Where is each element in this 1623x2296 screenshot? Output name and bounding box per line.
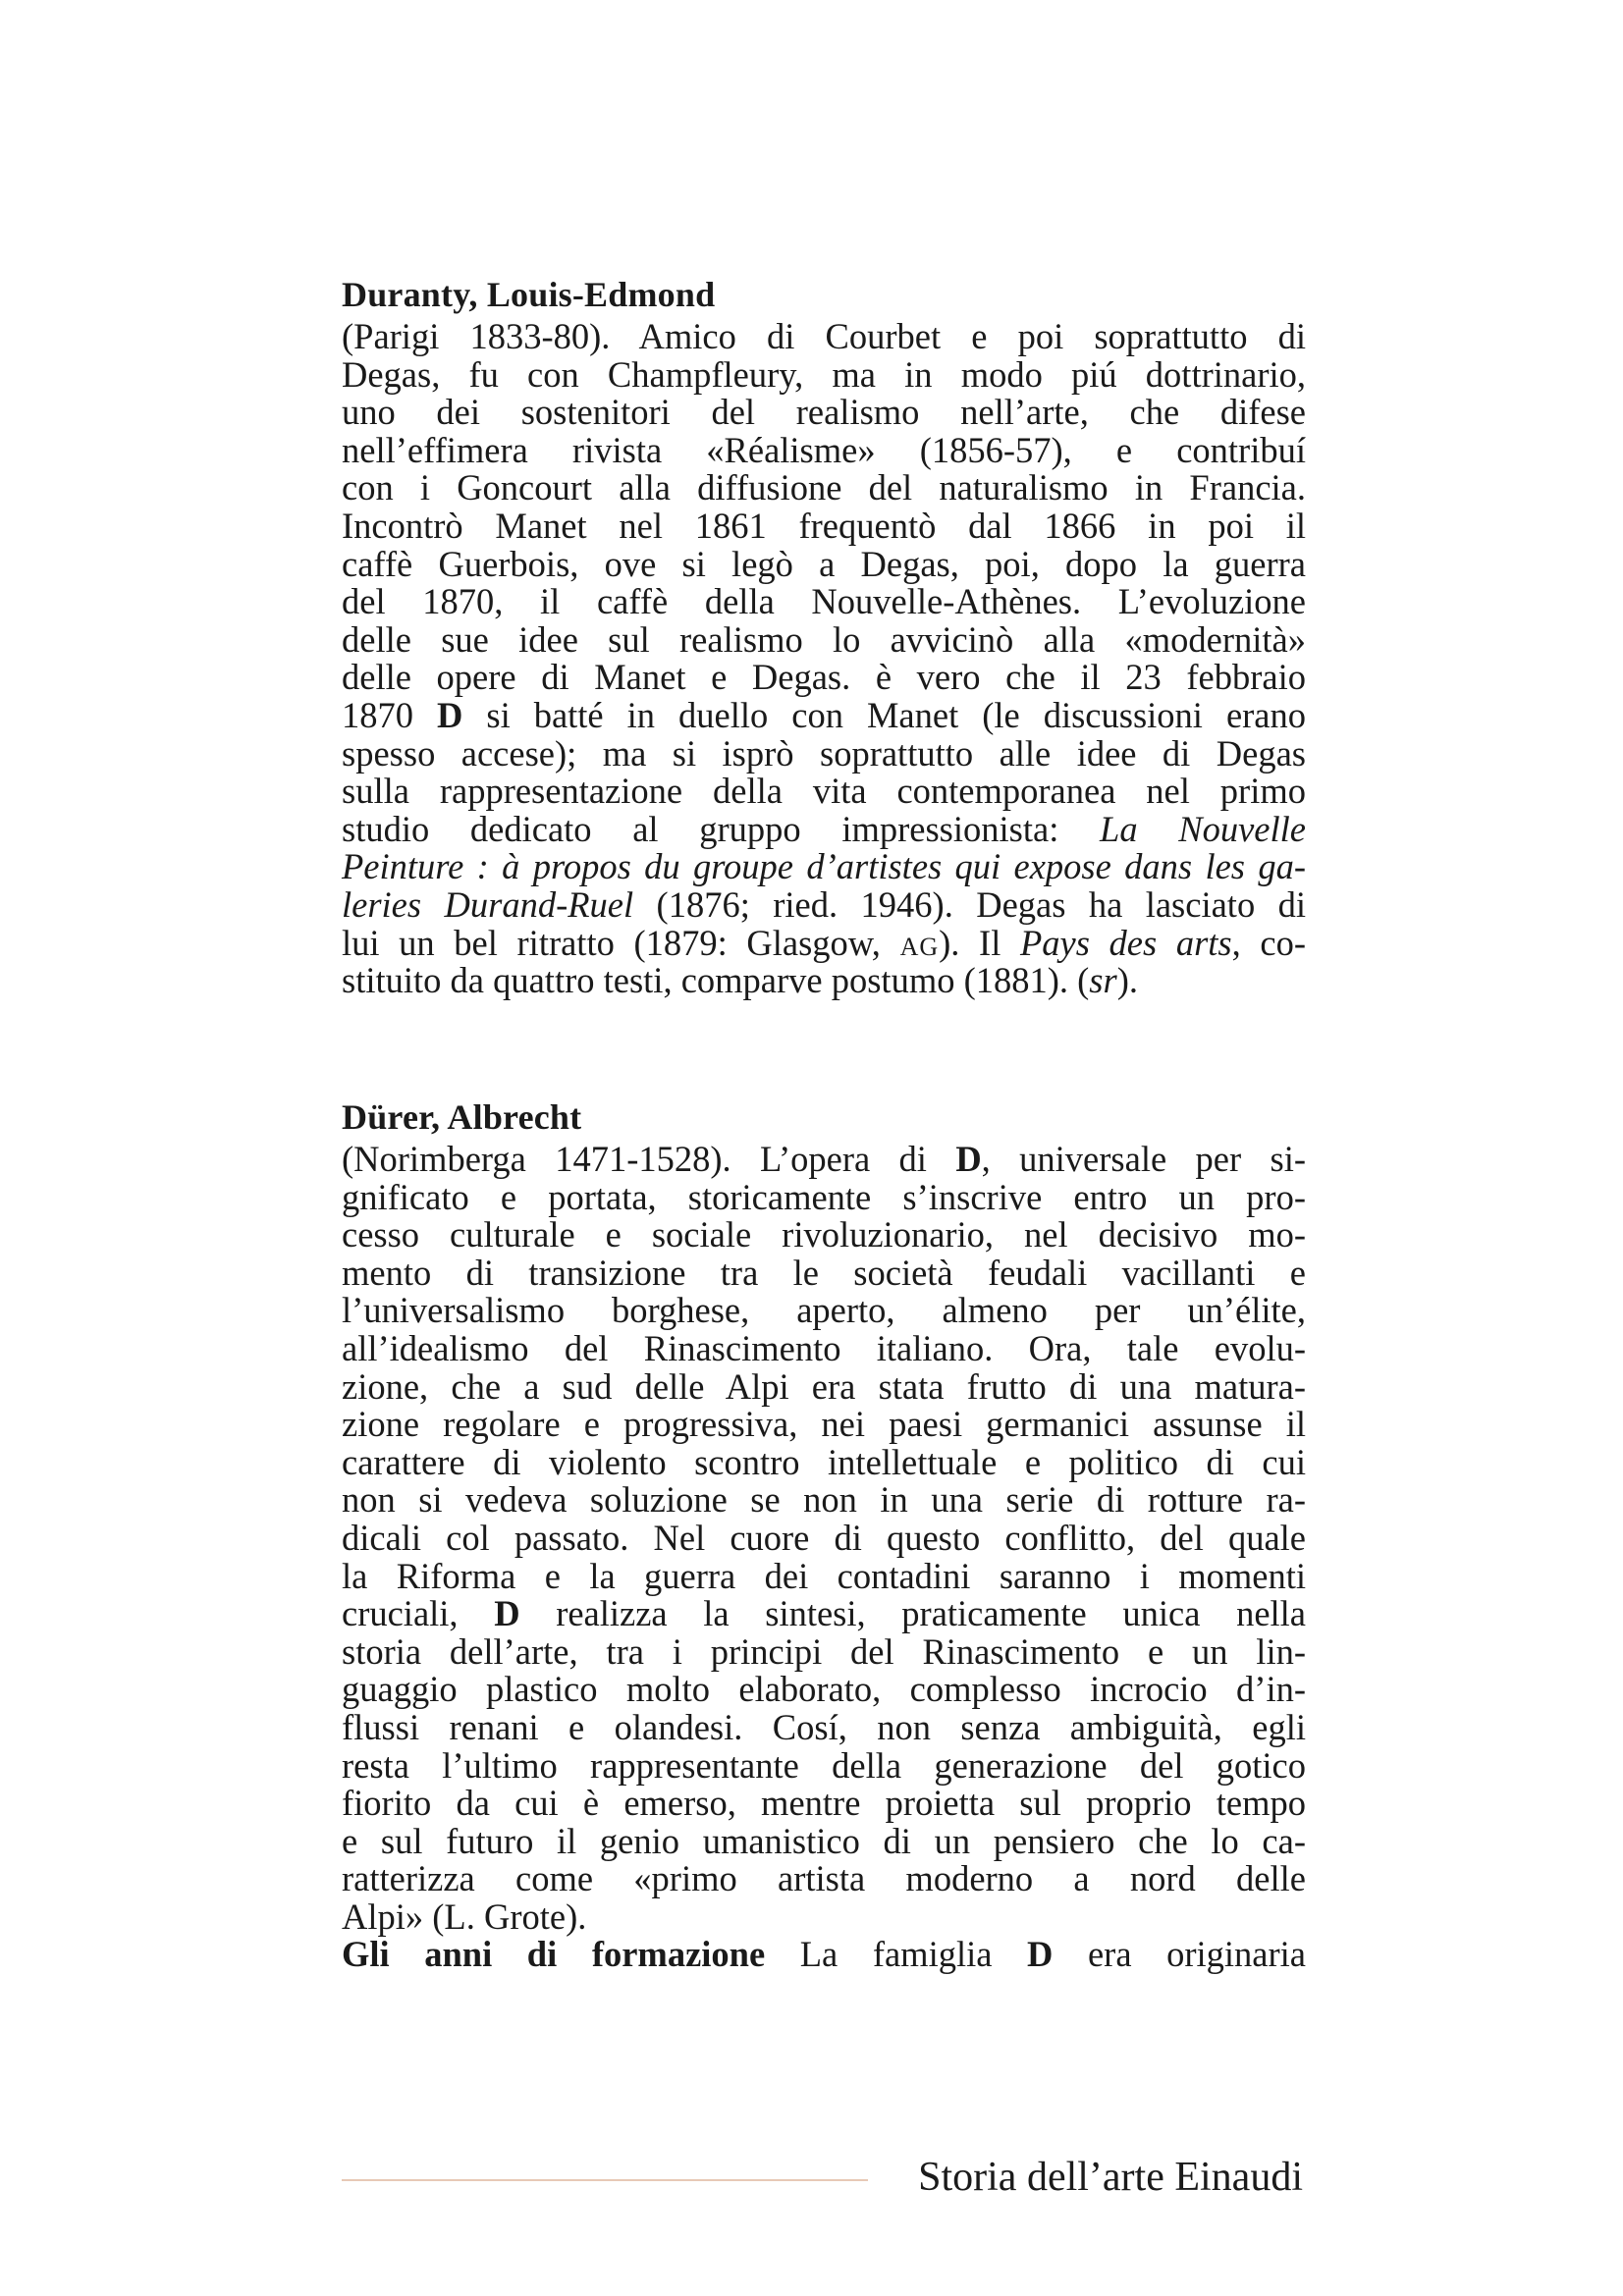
- text-line: [342, 962, 1306, 1000]
- italic-title: Peinture : à propos du groupe d’artistes qui expose dans les ga-: [342, 846, 1306, 887]
- text-run: ). Il: [939, 922, 1020, 963]
- text-line: flussi renani e olandesi. Cosí, non senza ambiguità, egli: [342, 1706, 1306, 1747]
- entry-duranty: [342, 273, 1306, 1000]
- text-line: delle opere di Manet e Degas. è vero che il 23 febbraio: [342, 657, 1306, 698]
- text-run: lui un bel ritratto (1879: Glasgow,: [342, 922, 900, 963]
- text-line: non si vedeva soluzione se non in una serie di rotture ra-: [342, 1479, 1306, 1521]
- text-run: stituito da quattro testi, comparve postumo (1881). (: [342, 960, 1090, 1001]
- text-run: (Norimberga 1471-1528). L’opera di: [342, 1139, 956, 1179]
- entry-title: Duranty, Louis-Edmond: [342, 275, 716, 314]
- bold-text: D: [1027, 1934, 1054, 1975]
- bold-text: D: [437, 694, 463, 735]
- text-run: , universale per si-: [981, 1139, 1306, 1179]
- text-line: Incontrò Manet nel 1861 frequentò dal 1866 in poi il: [342, 505, 1306, 546]
- text-line: del 1870, il caffè della Nouvelle-Athènes. L’evoluzione: [342, 581, 1306, 622]
- text-line: all’idealismo del Rinascimento italiano. Ora, tale evolu-: [342, 1327, 1306, 1368]
- text-line: zione, che a sud delle Alpi era stata frutto di una matura-: [342, 1365, 1306, 1407]
- text-line: carattere di violento scontro intellettuale e politico di cui: [342, 1441, 1306, 1482]
- text-line: ratterizza come «primo artista moderno a nord delle: [342, 1858, 1306, 1899]
- text-line: nell’effimera rivista «Réalisme» (1856-57), e contribuí: [342, 429, 1306, 470]
- text-line: fiorito da cui è emerso, mentre proietta sul proprio tempo: [342, 1783, 1306, 1824]
- footer-rule: [342, 2179, 868, 2181]
- text-line: [342, 848, 1306, 886]
- text-line: mento di transizione tra le società feudali vacillanti e: [342, 1252, 1306, 1293]
- author-initials: sr: [1089, 960, 1117, 1001]
- text-line: gnificato e portata, storicamente s’inscrive entro un pro-: [342, 1176, 1306, 1217]
- footer-title: Storia dell’arte Einaudi: [918, 2155, 1303, 2200]
- italic-title: La Nouvelle: [1100, 808, 1306, 849]
- abbreviation: AG: [899, 932, 940, 961]
- text-run: 1870: [342, 694, 437, 735]
- text-line: [342, 1141, 1306, 1179]
- text-line: [342, 1595, 1306, 1633]
- text-line: caffè Guerbois, ove si legò a Degas, poi, dopo la guerra: [342, 543, 1306, 584]
- text-run: si batté in duello con Manet (le discussioni erano: [462, 694, 1306, 735]
- text-line: spesso accese); ma si isprò soprattutto alle idee di Degas: [342, 732, 1306, 774]
- entry-body: [342, 1141, 1306, 1974]
- italic-title: Pays des arts: [1019, 922, 1232, 963]
- text-line: [342, 922, 1307, 963]
- text-line: (Parigi 1833-80). Amico di Courbet e poi soprattutto di: [342, 316, 1306, 356]
- text-line: [342, 883, 1307, 925]
- entry-durer: [342, 1095, 1306, 1974]
- text-line: Degas, fu con Champfleury, ma in modo piú dottrinario,: [342, 353, 1306, 395]
- text-line: con i Goncourt alla diffusione del naturalismo in Francia.: [342, 467, 1306, 508]
- text-run: cruciali,: [342, 1593, 495, 1634]
- text-line: sulla rappresentazione della vita contemporanea nel primo: [342, 771, 1306, 812]
- bold-text: D: [955, 1139, 982, 1179]
- text-line: storia dell’arte, tra i principi del Rinascimento e un lin-: [342, 1630, 1306, 1672]
- text-run: ).: [1116, 960, 1138, 1001]
- text-run: studio dedicato al gruppo impressionista:: [342, 808, 1101, 849]
- text-line: l’universalismo borghese, aperto, almeno per un’élite,: [342, 1290, 1306, 1331]
- text-line: e sul futuro il genio umanistico di un pensiero che lo ca-: [342, 1820, 1306, 1861]
- text-line: [342, 694, 1306, 735]
- text-line: [342, 1936, 1306, 1974]
- entry-body: [342, 318, 1306, 1000]
- bold-text: D: [494, 1593, 520, 1634]
- text-run: , co-: [1231, 922, 1307, 963]
- text-line: [342, 808, 1306, 849]
- text-line: resta l’ultimo rappresentante della generazione del gotico: [342, 1744, 1306, 1786]
- italic-title: leries Durand-Ruel: [342, 883, 634, 925]
- text-line: uno dei sostenitori del realismo nell’arte, che difese: [342, 392, 1306, 433]
- text-line: dicali col passato. Nel cuore di questo conflitto, del quale: [342, 1517, 1306, 1558]
- text-line: delle sue idee sul realismo lo avvicinò alla «modernità»: [342, 618, 1306, 660]
- text-line: la Riforma e la guerra dei contadini saranno i momenti: [342, 1555, 1306, 1596]
- text-run: realizza la sintesi, praticamente unica nella: [519, 1593, 1306, 1634]
- text-line: zione regolare e progressiva, nei paesi germanici assunse il: [342, 1404, 1306, 1445]
- bold-text: Gli anni di formazione: [342, 1934, 766, 1975]
- text-run: La famiglia: [765, 1934, 1028, 1975]
- text-line: cesso culturale e sociale rivoluzionario, nel decisivo mo-: [342, 1214, 1306, 1255]
- entry-title: Dürer, Albrecht: [342, 1097, 582, 1137]
- text-run: era originaria: [1053, 1934, 1306, 1975]
- text-line: Alpi» (L. Grote).: [342, 1896, 587, 1937]
- text-line: guaggio plastico molto elaborato, complesso incrocio d’in-: [342, 1669, 1306, 1710]
- text-run: (1876; ried. 1946). Degas ha lasciato di: [633, 883, 1307, 925]
